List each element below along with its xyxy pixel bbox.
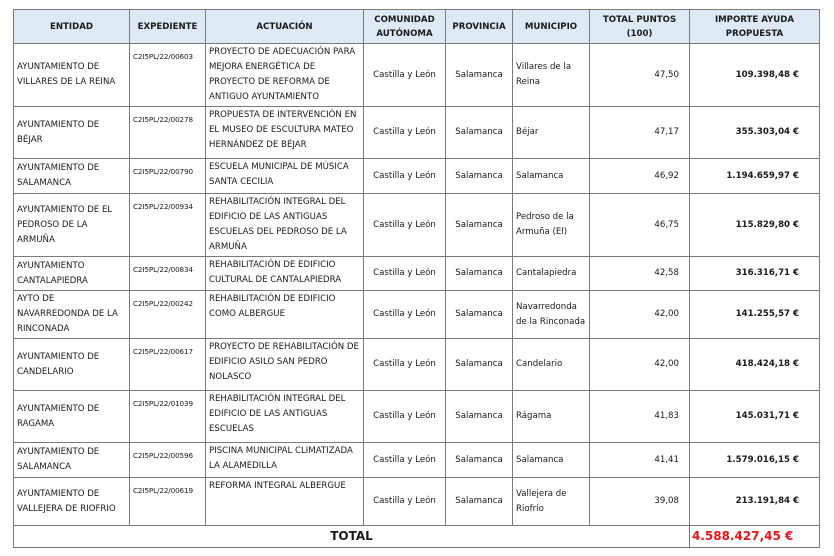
cell-provincia: Salamanca bbox=[446, 257, 513, 291]
grants-table bbox=[13, 9, 820, 548]
header-provincia: PROVINCIA bbox=[446, 10, 513, 44]
table-row bbox=[14, 159, 820, 194]
cell-provincia: Salamanca bbox=[446, 391, 513, 443]
table-row bbox=[14, 44, 820, 107]
cell-expediente: C2I5PL/22/00790 bbox=[130, 159, 206, 194]
cell-importe: 1.194.659,97 € bbox=[690, 159, 820, 194]
cell-expediente: C2I5PL/22/00934 bbox=[130, 194, 206, 257]
cell-importe: 355.303,04 € bbox=[690, 107, 820, 159]
cell-entidad: AYUNTAMIENTO DE CANDELARIO bbox=[14, 339, 130, 391]
cell-expediente: C2I5PL/22/00834 bbox=[130, 257, 206, 291]
cell-comunidad: Castilla y León bbox=[364, 44, 446, 107]
cell-provincia: Salamanca bbox=[446, 291, 513, 339]
cell-entidad: AYUNTAMIENTO DE EL PEDROSO DE LA ARMUÑA bbox=[14, 194, 130, 257]
cell-puntos: 42,00 bbox=[590, 291, 690, 339]
cell-actuacion: ESCUELA MUNICIPAL DE MÚSICA SANTA CECILIA bbox=[206, 159, 364, 194]
cell-entidad: AYUNTAMIENTO CANTALAPIEDRA bbox=[14, 257, 130, 291]
cell-puntos: 46,75 bbox=[590, 194, 690, 257]
cell-municipio: Vallejera de Riofrío bbox=[513, 478, 590, 526]
table-row bbox=[14, 107, 820, 159]
header-actuacion: ACTUACIÓN bbox=[206, 10, 364, 44]
cell-municipio: Rágama bbox=[513, 391, 590, 443]
table-row bbox=[14, 194, 820, 257]
cell-expediente: C2I5PL/22/00619 bbox=[130, 478, 206, 526]
cell-provincia: Salamanca bbox=[446, 194, 513, 257]
cell-actuacion: PROYECTO DE REHABILITACIÓN DE EDIFICIO ASILO SAN PEDRO NOLASCO bbox=[206, 339, 364, 391]
cell-provincia: Salamanca bbox=[446, 107, 513, 159]
cell-expediente: C2I5PL/22/00242 bbox=[130, 291, 206, 339]
cell-actuacion: REHABILITACIÓN DE EDIFICIO COMO ALBERGUE bbox=[206, 291, 364, 339]
header-entidad: ENTIDAD bbox=[14, 10, 130, 44]
cell-importe: 145.031,71 € bbox=[690, 391, 820, 443]
cell-actuacion: PISCINA MUNICIPAL CLIMATIZADA LA ALAMEDILLA bbox=[206, 443, 364, 478]
cell-puntos: 41,83 bbox=[590, 391, 690, 443]
cell-comunidad: Castilla y León bbox=[364, 257, 446, 291]
cell-importe: 141.255,57 € bbox=[690, 291, 820, 339]
cell-actuacion: PROPUESTA DE INTERVENCIÓN EN EL MUSEO DE ESCULTURA MATEO HERNÁNDEZ DE BÉJAR bbox=[206, 107, 364, 159]
cell-importe: 115.829,80 € bbox=[690, 194, 820, 257]
table-row bbox=[14, 339, 820, 391]
table-row bbox=[14, 478, 820, 526]
header-expediente: EXPEDIENTE bbox=[130, 10, 206, 44]
cell-importe: 418.424,18 € bbox=[690, 339, 820, 391]
cell-provincia: Salamanca bbox=[446, 159, 513, 194]
cell-expediente: C2I5PL/22/00617 bbox=[130, 339, 206, 391]
cell-entidad: AYUNTAMIENTO DE SALAMANCA bbox=[14, 443, 130, 478]
cell-municipio: Pedroso de la Armuña (El) bbox=[513, 194, 590, 257]
cell-comunidad: Castilla y León bbox=[364, 159, 446, 194]
cell-comunidad: Castilla y León bbox=[364, 194, 446, 257]
cell-puntos: 47,17 bbox=[590, 107, 690, 159]
cell-actuacion: PROYECTO DE ADECUACIÓN PARA MEJORA ENERGÉTICA DE PROYECTO DE REFORMA DE ANTIGUO AYUNTAMIENTO bbox=[206, 44, 364, 107]
cell-puntos: 47,50 bbox=[590, 44, 690, 107]
cell-entidad: AYUNTAMIENTO DE BÉJAR bbox=[14, 107, 130, 159]
cell-provincia: Salamanca bbox=[446, 44, 513, 107]
table-row bbox=[14, 291, 820, 339]
header-comunidad: COMUNIDAD AUTÓNOMA bbox=[364, 10, 446, 44]
cell-municipio: Villares de la Reina bbox=[513, 44, 590, 107]
cell-expediente: C2I5PL/22/01039 bbox=[130, 391, 206, 443]
cell-actuacion: REHABILITACIÓN INTEGRAL DEL EDIFICIO DE LAS ANTIGUAS ESCUELAS DEL PEDROSO DE LA ARMUÑA bbox=[206, 194, 364, 257]
cell-entidad: AYUNTAMIENTO DE RAGAMA bbox=[14, 391, 130, 443]
cell-puntos: 42,00 bbox=[590, 339, 690, 391]
cell-puntos: 46,92 bbox=[590, 159, 690, 194]
cell-provincia: Salamanca bbox=[446, 478, 513, 526]
total-row bbox=[14, 526, 820, 548]
cell-expediente: C2I5PL/22/00603 bbox=[130, 44, 206, 107]
header-municipio: MUNICIPIO bbox=[513, 10, 590, 44]
table-row bbox=[14, 391, 820, 443]
cell-municipio: Béjar bbox=[513, 107, 590, 159]
cell-municipio: Salamanca bbox=[513, 159, 590, 194]
table-row bbox=[14, 257, 820, 291]
cell-provincia: Salamanca bbox=[446, 443, 513, 478]
cell-entidad: AYUNTAMIENTO DE VALLEJERA DE RIOFRIO bbox=[14, 478, 130, 526]
cell-municipio: Candelario bbox=[513, 339, 590, 391]
cell-expediente: C2I5PL/22/00596 bbox=[130, 443, 206, 478]
cell-comunidad: Castilla y León bbox=[364, 478, 446, 526]
cell-puntos: 39,08 bbox=[590, 478, 690, 526]
cell-municipio: Navarredonda de la Rinconada bbox=[513, 291, 590, 339]
cell-entidad: AYUNTAMIENTO DE VILLARES DE LA REINA bbox=[14, 44, 130, 107]
cell-comunidad: Castilla y León bbox=[364, 339, 446, 391]
cell-comunidad: Castilla y León bbox=[364, 443, 446, 478]
total-value: 4.588.427,45 € bbox=[690, 526, 820, 548]
table-row bbox=[14, 443, 820, 478]
cell-expediente: C2I5PL/22/00278 bbox=[130, 107, 206, 159]
cell-importe: 316.316,71 € bbox=[690, 257, 820, 291]
header-row bbox=[14, 10, 820, 44]
cell-puntos: 41,41 bbox=[590, 443, 690, 478]
cell-comunidad: Castilla y León bbox=[364, 291, 446, 339]
cell-importe: 109.398,48 € bbox=[690, 44, 820, 107]
cell-provincia: Salamanca bbox=[446, 339, 513, 391]
header-puntos: TOTAL PUNTOS (100) bbox=[590, 10, 690, 44]
cell-municipio: Salamanca bbox=[513, 443, 590, 478]
cell-puntos: 42,58 bbox=[590, 257, 690, 291]
cell-entidad: AYTO DE NAVARREDONDA DE LA RINCONADA bbox=[14, 291, 130, 339]
cell-comunidad: Castilla y León bbox=[364, 107, 446, 159]
cell-entidad: AYUNTAMIENTO DE SALAMANCA bbox=[14, 159, 130, 194]
cell-actuacion: REFORMA INTEGRAL ALBERGUE bbox=[206, 478, 364, 526]
cell-actuacion: REHABILITACIÓN INTEGRAL DEL EDIFICIO DE LAS ANTIGUAS ESCUELAS bbox=[206, 391, 364, 443]
header-importe: IMPORTE AYUDA PROPUESTA bbox=[690, 10, 820, 44]
cell-comunidad: Castilla y León bbox=[364, 391, 446, 443]
cell-importe: 213.191,84 € bbox=[690, 478, 820, 526]
cell-actuacion: REHABILITACIÓN DE EDIFICIO CULTURAL DE CANTALAPIEDRA bbox=[206, 257, 364, 291]
cell-importe: 1.579.016,15 € bbox=[690, 443, 820, 478]
cell-municipio: Cantalapiedra bbox=[513, 257, 590, 291]
total-label: TOTAL bbox=[14, 526, 690, 548]
